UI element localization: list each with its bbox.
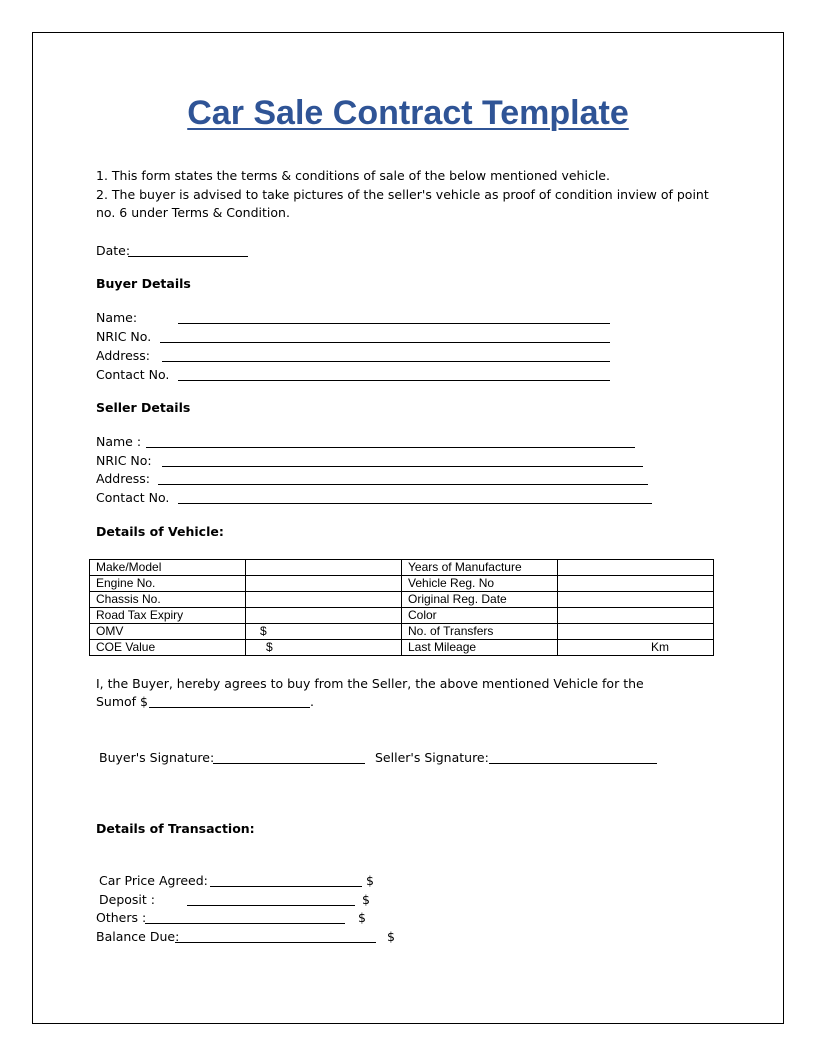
balance-due-field[interactable]: [175, 942, 376, 943]
table-row: [90, 576, 714, 592]
vehicle-value-cell[interactable]: $: [246, 640, 402, 656]
buyer-nric-label: NRIC No.: [96, 329, 152, 344]
vehicle-value-cell[interactable]: [246, 560, 402, 576]
intro-line-3: no. 6 under Terms & Condition.: [96, 205, 290, 220]
vehicle-value-cell[interactable]: [558, 592, 714, 608]
sum-period: .: [310, 694, 314, 709]
vehicle-value-cell[interactable]: [246, 592, 402, 608]
table-row: [90, 624, 714, 640]
buyer-contact-field[interactable]: [178, 380, 610, 381]
deposit-field[interactable]: [187, 905, 355, 906]
vehicle-label-cell: Years of Manufacture: [402, 560, 558, 576]
seller-address-field[interactable]: [158, 484, 648, 485]
seller-signature-label: Seller's Signature:: [375, 750, 489, 765]
vehicle-value-cell[interactable]: [246, 576, 402, 592]
vehicle-label-cell: Chassis No.: [90, 592, 246, 608]
vehicle-value-cell[interactable]: [558, 576, 714, 592]
buyer-name-label: Name:: [96, 310, 138, 325]
seller-contact-field[interactable]: [178, 503, 652, 504]
seller-contact-label: Contact No.: [96, 490, 170, 505]
buyer-contact-label: Contact No.: [96, 367, 170, 382]
buyer-heading: Buyer Details: [96, 276, 191, 291]
vehicle-label-cell: COE Value: [90, 640, 246, 656]
vehicle-heading: Details of Vehicle:: [96, 524, 224, 539]
vehicle-details-table: [89, 559, 714, 656]
vehicle-label-cell: OMV: [90, 624, 246, 640]
table-row: [90, 592, 714, 608]
vehicle-value-cell[interactable]: [558, 624, 714, 640]
seller-nric-label: NRIC No:: [96, 453, 152, 468]
car-price-label: Car Price Agreed:: [99, 873, 208, 888]
date-field[interactable]: [128, 256, 248, 257]
sum-label: Sumof $: [96, 694, 149, 709]
table-row: [90, 560, 714, 576]
seller-heading: Seller Details: [96, 400, 191, 415]
deposit-currency: $: [362, 892, 370, 907]
vehicle-value-cell[interactable]: Km: [558, 640, 714, 656]
vehicle-label-cell: Engine No.: [90, 576, 246, 592]
table-row: [90, 640, 714, 656]
buyer-name-field[interactable]: [178, 323, 610, 324]
seller-signature-field[interactable]: [489, 763, 657, 764]
seller-nric-field[interactable]: [162, 466, 643, 467]
car-price-currency: $: [366, 873, 374, 888]
buyer-address-label: Address:: [96, 348, 150, 363]
buyer-signature-field[interactable]: [213, 763, 365, 764]
others-label: Others :: [96, 910, 147, 925]
vehicle-value-cell[interactable]: [558, 560, 714, 576]
vehicle-label-cell: No. of Transfers: [402, 624, 558, 640]
vehicle-label-cell: Last Mileage: [402, 640, 558, 656]
deposit-label: Deposit :: [99, 892, 155, 907]
vehicle-label-cell: Color: [402, 608, 558, 624]
buyer-address-field[interactable]: [162, 361, 610, 362]
seller-address-label: Address:: [96, 471, 150, 486]
balance-due-label: Balance Due:: [96, 929, 180, 944]
table-row: [90, 608, 714, 624]
others-field[interactable]: [145, 923, 345, 924]
balance-due-currency: $: [387, 929, 395, 944]
page-title: Car Sale Contract Template: [187, 94, 629, 132]
buyer-nric-field[interactable]: [160, 342, 610, 343]
vehicle-value-cell[interactable]: [246, 608, 402, 624]
intro-line-2: 2. The buyer is advised to take pictures of the seller's vehicle as proof of condition inview of point: [96, 187, 709, 202]
others-currency: $: [358, 910, 366, 925]
intro-line-1: 1. This form states the terms & conditions of sale of the below mentioned vehicle.: [96, 168, 610, 183]
vehicle-value-cell[interactable]: [558, 608, 714, 624]
seller-name-field[interactable]: [146, 447, 635, 448]
transaction-heading: Details of Transaction:: [96, 821, 255, 836]
car-price-field[interactable]: [210, 886, 362, 887]
seller-name-label: Name :: [96, 434, 142, 449]
vehicle-value-cell[interactable]: $: [246, 624, 402, 640]
sum-field[interactable]: [149, 707, 310, 708]
buyer-signature-label: Buyer's Signature:: [99, 750, 215, 765]
vehicle-label-cell: Original Reg. Date: [402, 592, 558, 608]
vehicle-label-cell: Vehicle Reg. No: [402, 576, 558, 592]
date-label: Date:: [96, 243, 131, 258]
agreement-text: I, the Buyer, hereby agrees to buy from the Seller, the above mentioned Vehicle for the: [96, 676, 644, 691]
vehicle-label-cell: Make/Model: [90, 560, 246, 576]
vehicle-label-cell: Road Tax Expiry: [90, 608, 246, 624]
